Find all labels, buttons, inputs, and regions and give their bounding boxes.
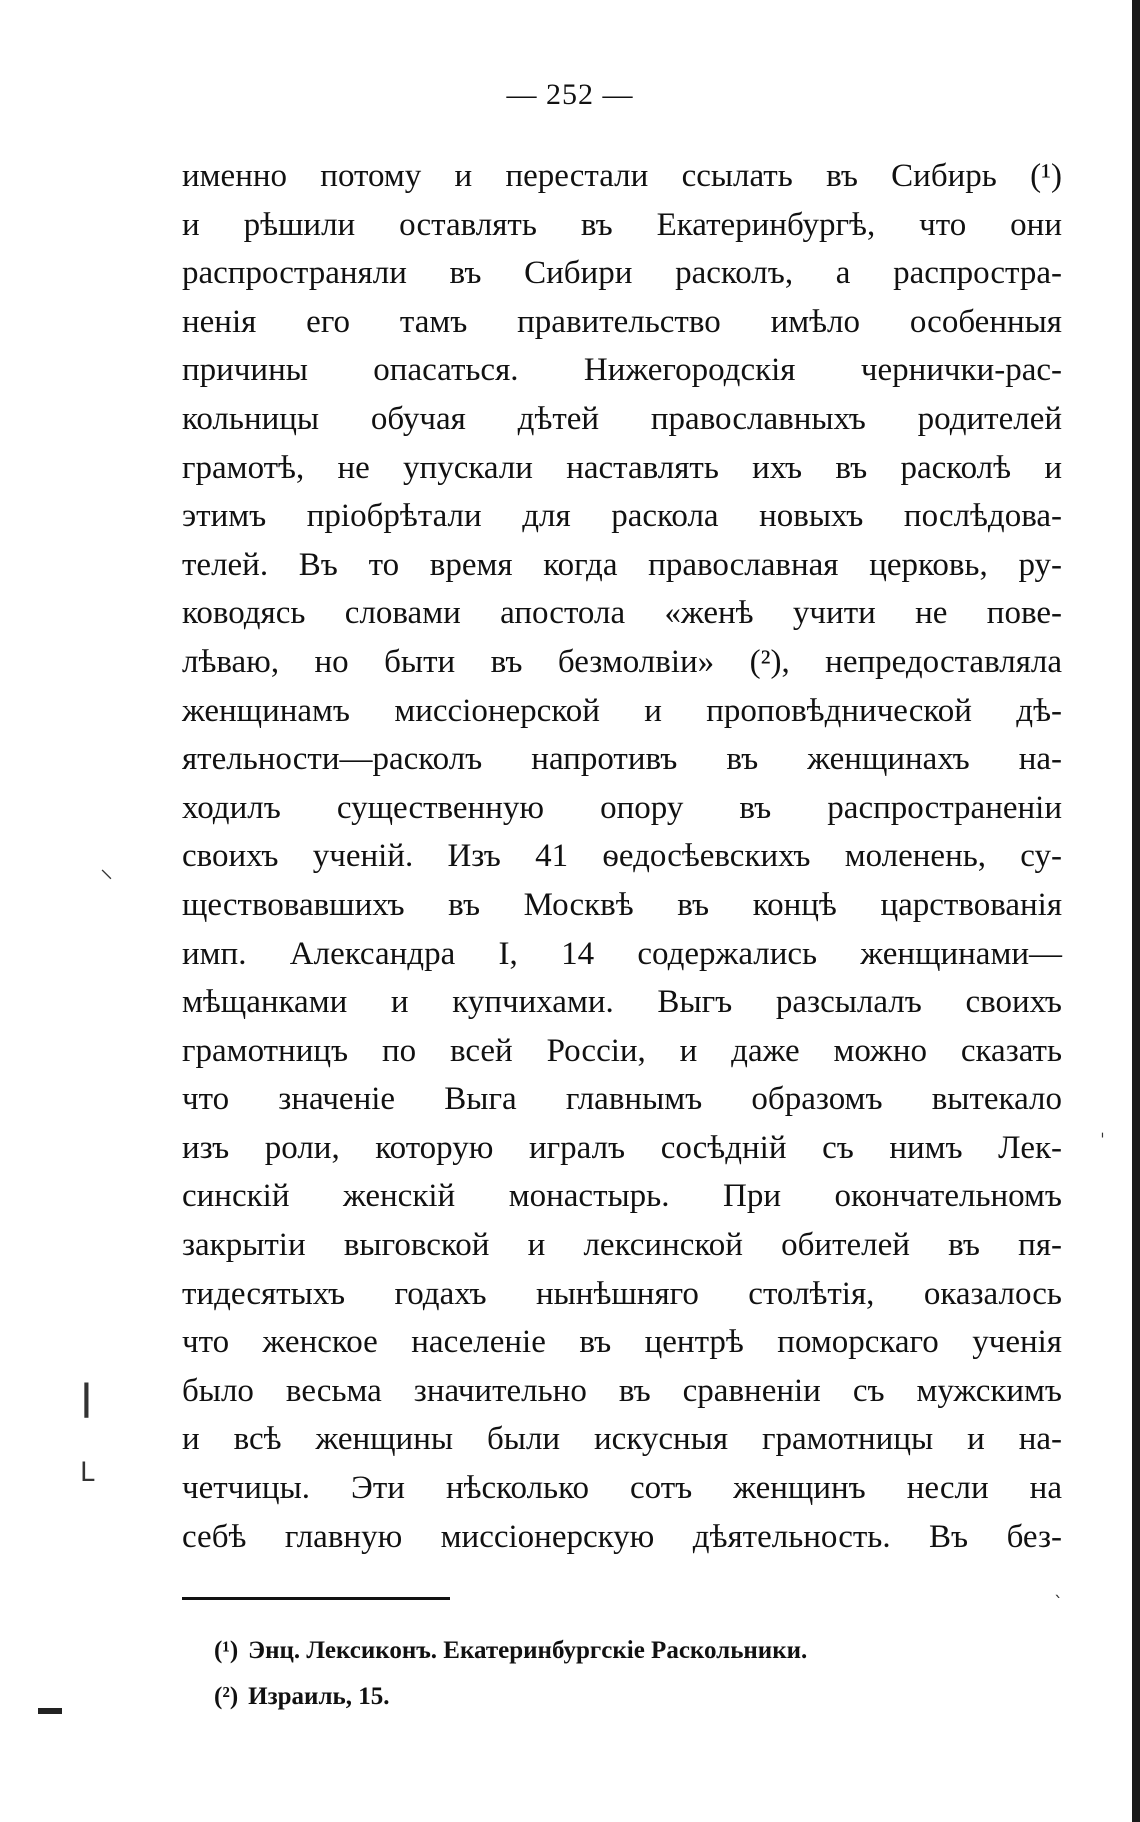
text-line: распространяли въ Сибири расколъ, а распростра-: [182, 255, 1062, 292]
text-line: ководясь словами апостола «женѣ учити не пове-: [182, 595, 1062, 632]
text-line: ществовавшихъ въ Москвѣ въ концѣ царствованія: [182, 886, 1062, 923]
page-edge-line: [1132, 0, 1140, 1822]
text-line: телей. Въ то время когда православная церковь, ру-: [182, 546, 1062, 583]
text-line: и всѣ женщины были искусныя грамотницы и на-: [182, 1421, 1062, 1458]
footnote-mark: (²): [214, 1683, 239, 1710]
text-line: своихъ ученій. Изъ 41 ѳедосѣевскихъ моленень, су-: [182, 838, 1062, 875]
text-line: и рѣшили оставлять въ Екатеринбургѣ, что они: [182, 206, 1062, 243]
text-line: женщинамъ миссіонерской и проповѣднической дѣ-: [182, 692, 1062, 729]
footnote-mark: (¹): [214, 1637, 239, 1664]
body-text: [182, 152, 1062, 1561]
footnote: [214, 1674, 1034, 1720]
text-line: ходилъ существенную опору въ распространеніи: [182, 789, 1062, 826]
speck-mark: ˎ: [1054, 1578, 1063, 1599]
text-line: лѣваю, но быти въ безмолвіи» (²), непредоставляла: [182, 643, 1062, 680]
text-line: причины опасаться. Нижегородскія чернички-рас-: [182, 352, 1062, 389]
text-line: имп. Александра I, 14 содержались женщинами—: [182, 935, 1062, 972]
pencil-mark-icon: ⸌: [100, 865, 114, 895]
text-line: четчицы. Эти нѣсколько сотъ женщинъ несли на: [182, 1470, 1062, 1507]
ink-dash-mark: [38, 1708, 62, 1714]
text-line: кольницы обучая дѣтей православныхъ родителей: [182, 400, 1062, 437]
text-line: закрытіи выговской и лексинской обителей въ пя-: [182, 1227, 1062, 1264]
text-line: грамотѣ, не упускали наставлять ихъ въ расколѣ и: [182, 449, 1062, 486]
text-line: было весьма значительно въ сравненіи съ мужскимъ: [182, 1372, 1062, 1409]
text-line: себѣ главную миссіонерскую дѣятельность. Въ без-: [182, 1518, 1062, 1555]
text-line: что значеніе Выга главнымъ образомъ вытекало: [182, 1081, 1062, 1118]
text-line: именно потому и перестали ссылать въ Сибирь (¹): [182, 158, 1062, 194]
text-line: синскій женскій монастырь. При окончательномъ: [182, 1178, 1062, 1215]
text-line: тидесятыхъ годахъ нынѣшняго столѣтія, оказалось: [182, 1275, 1062, 1312]
pencil-checkmark-icon: ⅼ: [80, 1375, 93, 1429]
text-line: ятельности—расколъ напротивъ въ женщинахъ на-: [182, 741, 1062, 778]
footnote: [214, 1628, 1034, 1674]
speck-mark: ˈ: [1100, 1130, 1105, 1151]
text-line: что женское населеніе въ центрѣ поморскаго ученія: [182, 1324, 1062, 1361]
text-line: ненія его тамъ правительство имѣло особенныя: [182, 303, 1062, 340]
footnote-text: Израиль, 15.: [248, 1683, 390, 1710]
footnote-separator: [182, 1597, 450, 1600]
text-line: грамотницъ по всей Россіи, и даже можно сказать: [182, 1032, 1062, 1069]
pencil-tick-icon: ᒪ: [80, 1458, 95, 1488]
footnote-text: Энц. Лексиконъ. Екатеринбургскіе Раскольники.: [248, 1637, 808, 1664]
footnotes: [214, 1628, 1034, 1720]
text-line: мѣщанками и купчихами. Выгъ разсылалъ своихъ: [182, 984, 1062, 1021]
text-line: этимъ пріобрѣтали для раскола новыхъ послѣдова-: [182, 498, 1062, 535]
page-number: — 252 —: [506, 78, 634, 111]
text-line: изъ роли, которую игралъ сосѣдній съ нимъ Лек-: [182, 1129, 1062, 1166]
